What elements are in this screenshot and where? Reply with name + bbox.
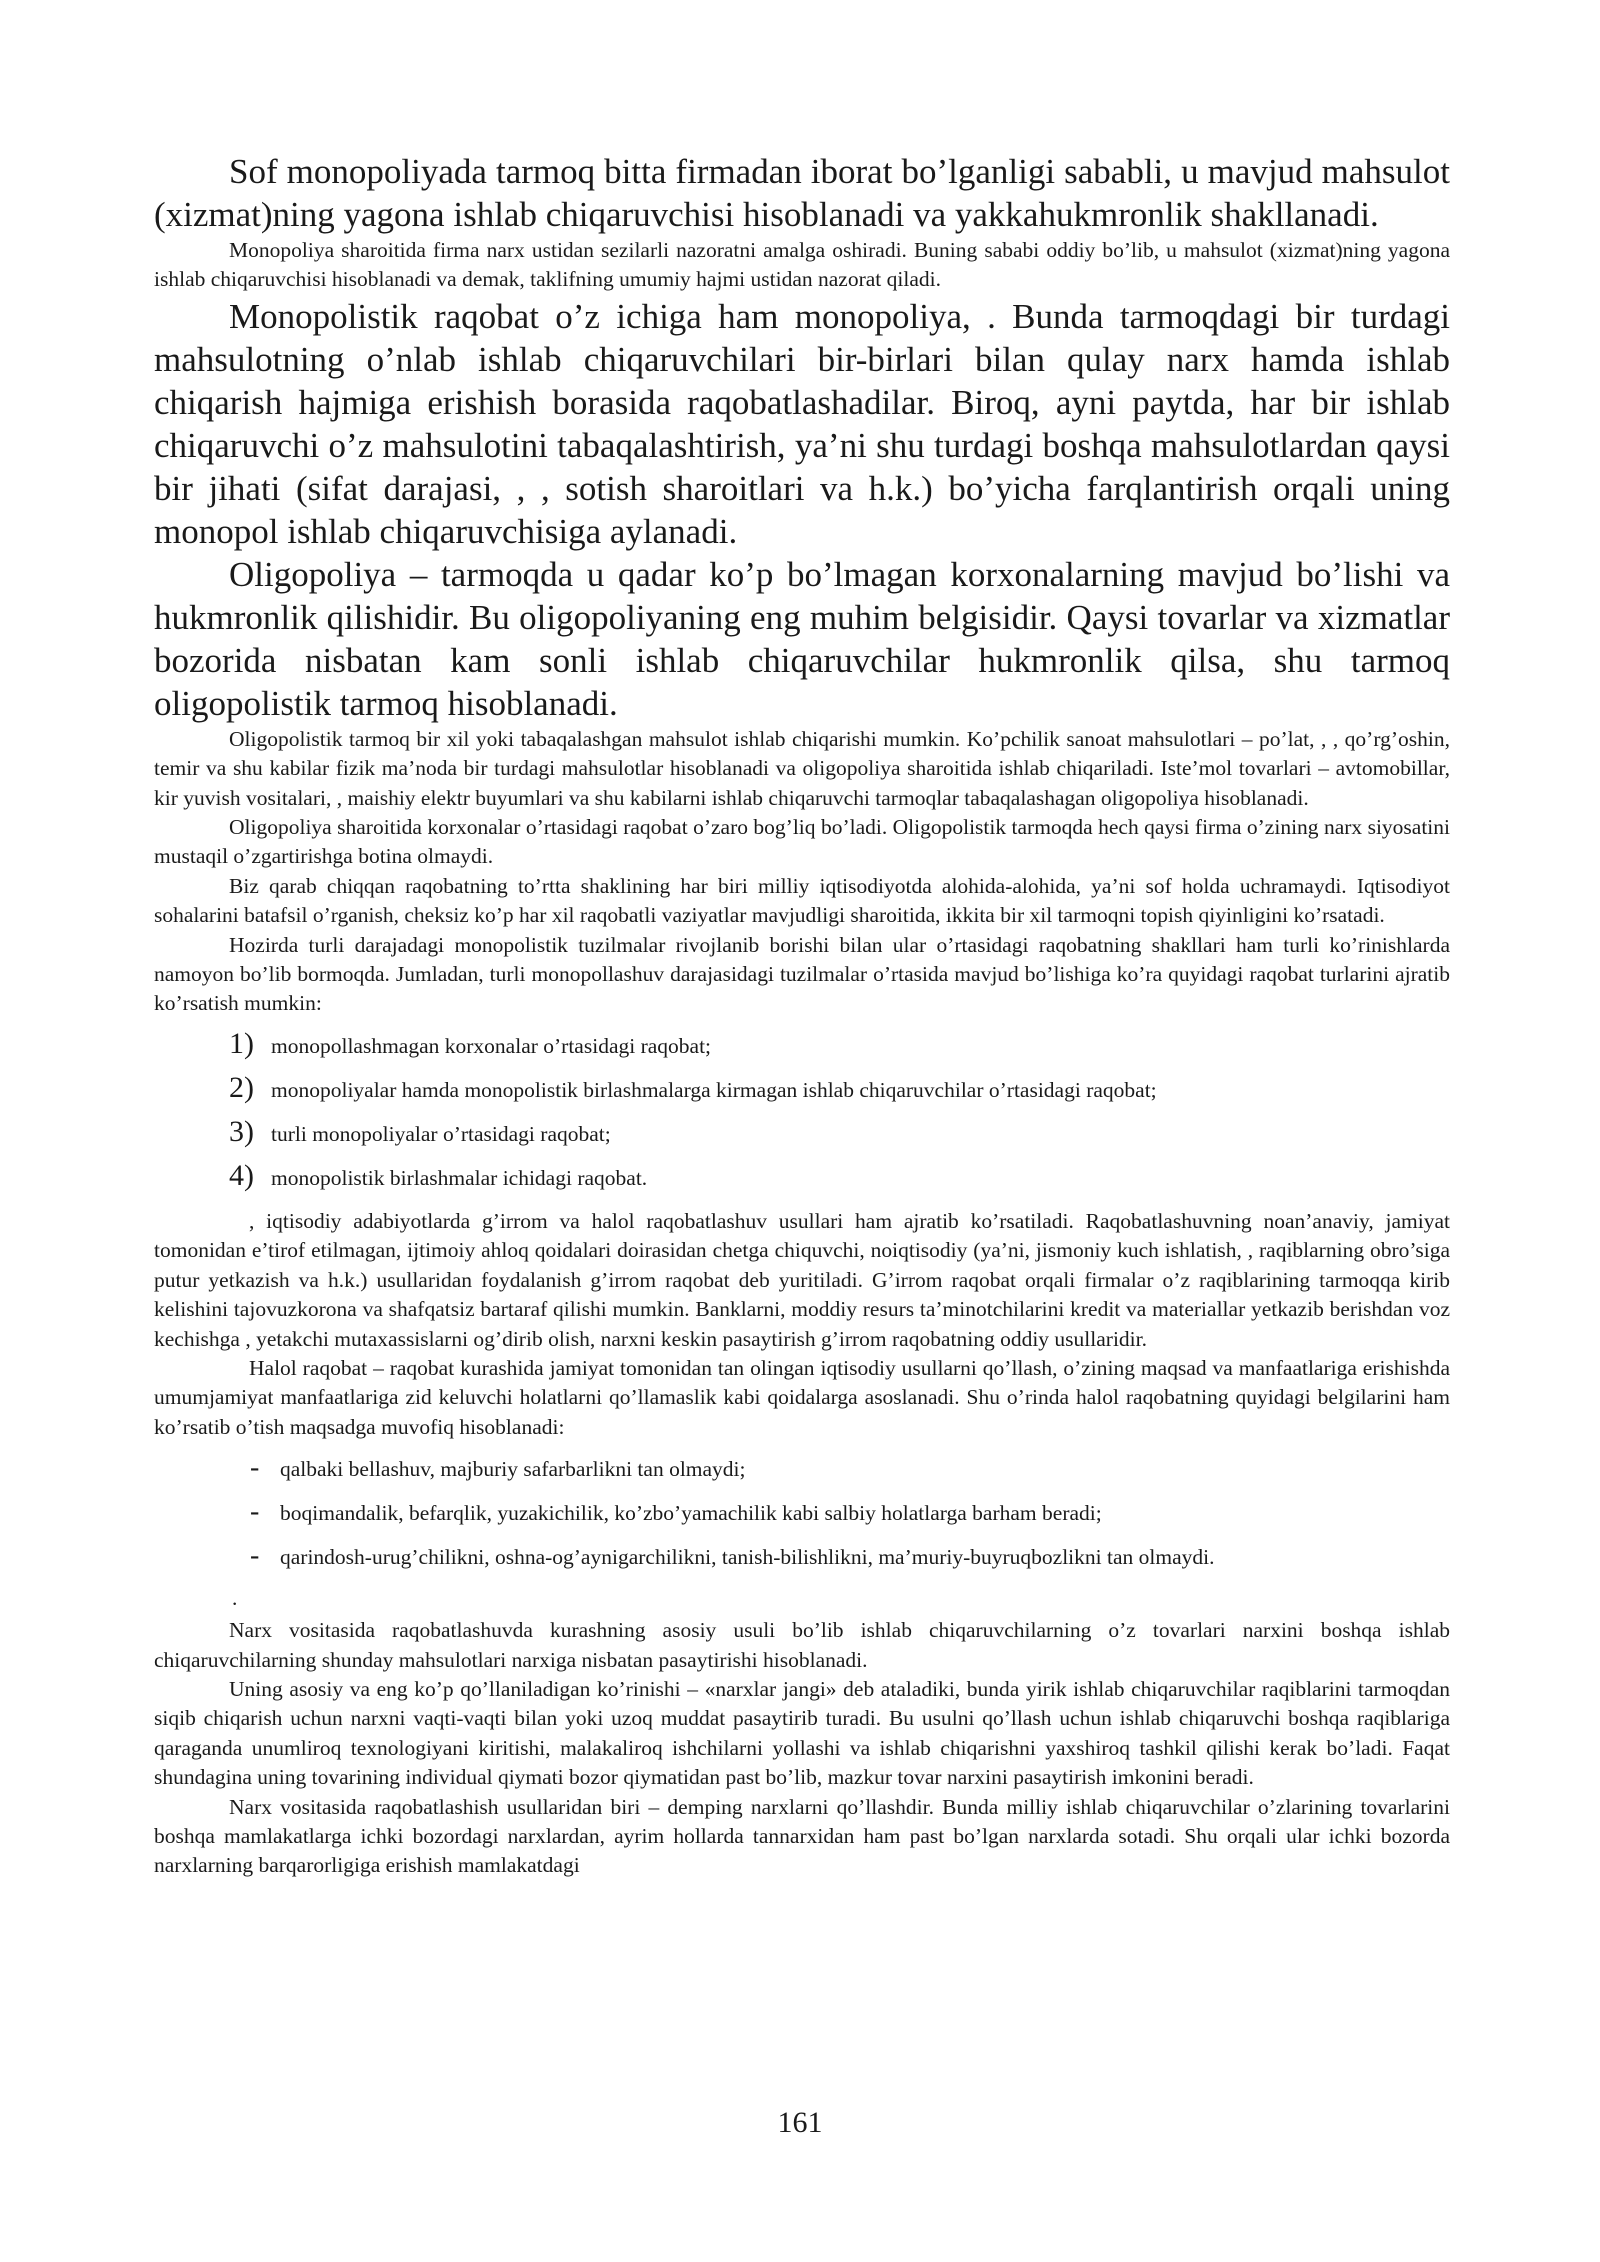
- list-item-text: monopolistik birlashmalar ichidagi raqobat.: [271, 1165, 648, 1190]
- list-item-text: monopoliyalar hamda monopolistik birlashmalarga kirmagan ishlab chiqaruvchilar o’rtasidagi raqobat;: [271, 1077, 1157, 1102]
- list-item-number: 1): [229, 1026, 254, 1060]
- list-item-number: 3): [229, 1114, 254, 1148]
- list-item-text: qalbaki bellashuv, majburiy safarbarlikni tan olmaydi;: [280, 1457, 746, 1482]
- list-item: [229, 1115, 1450, 1159]
- list-item: [229, 1071, 1450, 1115]
- paragraph-dumping: Narx vositasida raqobatlashish usullaridan biri – demping narxlarni qo’llashdir. Bunda milliy ishlab chiqaruvchilar o’zlarining tovarlarini boshqa mamlakatlarga ichki bozordagi narxlardan, ayrim hollarda tannarxidan ham past bo’lgan narxlarda sotadi. Shu orqali ular ichki bozorda narxlarning barqarorligiga erishish mamlakatdagi: [154, 1794, 1450, 1878]
- stray-period: .: [232, 1586, 238, 1611]
- list-item-number: 2): [229, 1070, 254, 1104]
- page-number: 161: [777, 2106, 823, 2139]
- fair-competition-signs-list: [154, 1452, 1450, 1584]
- paragraph-monopoly-control: Monopoliya sharoitida firma narx ustidan sezilarli nazoratni amalga oshiradi. Buning sababi oddiy bo’lib, u mahsulot (xizmat)ning yagona ishlab chiqaruvchisi hisoblanadi va demak, taklifning umumiy hajmi ustidan nazorat qiladi.: [154, 238, 1450, 292]
- list-item-text: monopollashmagan korxonalar o’rtasidagi raqobat;: [271, 1033, 712, 1058]
- list-item-text: qarindosh-urug’chilikni, oshna-og’aynigarchilikni, tanish-bilishlikni, ma’muriy-buyruqbozlikni tan olmaydi.: [280, 1545, 1215, 1570]
- dash-bullet: -: [250, 1452, 260, 1484]
- paragraph-oligopolistic-industry: Oligopolistik tarmoq bir xil yoki tabaqalashgan mahsulot ishlab chiqarishi mumkin. Ko’pchilik sanoat mahsulotlari – po’lat, , , qo’rg’oshin, temir va shu kabilar fizik ma’noda bir turdagi mahsulotlar hisoblanadi va oligopoliya sharoitida ishlab chiqariladi. Iste’mol tovarlari – avtomobillar, kir yuvish vositalari, , maishiy elektr buyumlari va shu kabilarni ishlab chiqaruvchi tarmoqlar tabaqalashagan oligopoliya hisoblanadi.: [154, 726, 1450, 810]
- paragraph-price-competition: Narx vositasida raqobatlashuvda kurashning asosiy usuli bo’lib ishlab chiqaruvchilarning o’z tovarlari narxini boshqa ishlab chiqaruvchilarning shunday mahsulotlari narxiga nisbatan pasaytirishi hisoblanadi.: [154, 1618, 1450, 1672]
- paragraph-oligopoly: Oligopoliya – tarmoqda u qadar ko’p bo’lmagan korxonalarning mavjud bo’lishi va hukmronlik qilishidir. Bu oligopoliyaning eng muhim belgisidir. Qaysi tovarlar va xizmatlar bozorida nisbatan kam sonli ishlab chiqaruvchilar hukmronlik qilsa, shu tarmoq oligopolistik tarmoq hisoblanadi.: [154, 554, 1450, 723]
- paragraph-competition-types-intro: Hozirda turli darajadagi monopolistik tuzilmalar rivojlanib borishi bilan ular o’rtasidagi raqobatning shakllari ham turli ko’rinishlarda namoyon bo’lib bormoqda. Jumladan, turli monopollashuv darajasidagi tuzilmalar o’rtasida mavjud bo’lishiga ko’ra quyidagi raqobat turlarini ajratib ko’rsatish mumkin:: [154, 932, 1450, 1016]
- list-item: [250, 1452, 1450, 1496]
- list-item-text: boqimandalik, befarqlik, yuzakichilik, ko’zbo’yamachilik kabi salbiy holatlarga barham beradi;: [280, 1501, 1102, 1526]
- paragraph-four-forms: Biz qarab chiqqan raqobatning to’rtta shaklining har biri milliy iqtisodiyotda alohida-alohida, ya’ni sof holda uchramaydi. Iqtisodiyot sohalarini batafsil o’rganish, cheksiz ko’p har xil raqobatli vaziyatlar mavjudligi sharoitida, ikkita bir xil tarmoqni topish qiyinligini ko’rsatadi.: [154, 873, 1450, 928]
- list-item-text: turli monopoliyalar o’rtasidagi raqobat;: [271, 1121, 611, 1146]
- dash-bullet: -: [250, 1540, 260, 1572]
- list-item: [250, 1540, 1450, 1584]
- page-body: [154, 150, 1450, 1881]
- list-item: [229, 1027, 1450, 1071]
- paragraph-unfair-competition: , iqtisodiy adabiyotlarda g’irrom va halol raqobatlashuv usullari ham ajratib ko’rsatiladi. Raqobatlashuvning noan’anaviy, jamiyat tomonidan e’tirof etilmagan, ijtimoiy ahloq qoidalari doirasidan chetga chiquvchi, noiqtisodiy (ya’ni, jismoniy kuch ishlatish, , raqiblarning obro’siga putur yetkazish va h.k.) usullaridan foydalanish g’irrom raqobat deb yuritiladi. G’irrom raqobat orqali firmalar o’z raqiblarining tarmoqqa kirib kelishini tajovuzkorona va shafqatsiz bartaraf qilishi mumkin. Banklarni, moddiy resurs ta’minotchilarini kredit va materiallar yetkazib berishdan voz kechishga , yetakchi mutaxassislarni og’dirib olish, narxni keskin pasaytirish g’irrom raqobatning oddiy usullaridir.: [154, 1208, 1450, 1351]
- paragraph-fair-competition: Halol raqobat – raqobat kurashida jamiyat tomonidan tan olingan iqtisodiy usullarni qo’llash, o’zining maqsad va manfaatlariga erishishda umumjamiyat manfaatlariga zid keluvchi holatlarni qo’llamaslik kabi qoidalarga asoslanadi. Shu o’rinda halol raqobatning quyidagi belgilarini ham ko’rsatib o’tish maqsadga muvofiq hisoblanadi:: [154, 1355, 1450, 1439]
- list-item-number: 4): [229, 1158, 254, 1192]
- list-item: [250, 1496, 1450, 1540]
- dash-bullet: -: [250, 1496, 260, 1528]
- paragraph-price-war: Uning asosiy va eng ko’p qo’llaniladigan ko’rinishi – «narxlar jangi» deb ataladiki, bunda yirik ishlab chiqaruvchilar raqiblarini tarmoqdan siqib chiqarish uchun narxni vaqti-vaqti bilan yoki uzoq muddat pasaytirib turadi. Bu usulni qo’llash uchun ishlab chiqaruvchi boshqa raqiblariga qaraganda unumliroq texnologiyani kiritishi, malakaliroq ishchilarni yollashi va ishlab chiqarishni yaxshiroq tashkil qilishi kerak bo’ladi. Faqat shundagina uning tovarining individual qiymati bozor qiymatidan past bo’lib, mazkur tovar narxini pasaytirish imkonini beradi.: [154, 1676, 1450, 1790]
- list-item: [229, 1159, 1450, 1203]
- paragraph-monopolistic-competition: Monopolistik raqobat o’z ichiga ham monopoliya, . Bunda tarmoqdagi bir turdagi mahsulotning o’nlab ishlab chiqaruvchilari bir-birlari bilan qulay narx hamda ishlab chiqarish hajmiga erishish borasida raqobatlashadilar. Biroq, ayni paytda, har bir ishlab chiqaruvchi o’z mahsulotini tabaqalashtirish, ya’ni shu turdagi boshqa mahsulotlardan qaysi bir jihati (sifat darajasi, , , sotish sharoitlari va h.k.) bo’yicha farqlantirish orqali uning monopol ishlab chiqaruvchisiga aylanadi.: [154, 296, 1450, 551]
- paragraph-oligopoly-interdependence: Oligopoliya sharoitida korxonalar o’rtasidagi raqobat o’zaro bog’liq bo’ladi. Oligopolistik tarmoqda hech qaysi firma o’zining narx siyosatini mustaqil o’zgartirishga botina olmaydi.: [154, 815, 1450, 869]
- competition-types-list: [154, 1027, 1450, 1203]
- paragraph-pure-monopoly: Sof monopoliyada tarmoq bitta firmadan iborat bo’lganligi sababli, u mavjud mahsulot (xizmat)ning yagona ishlab chiqaruvchisi hisoblanadi va yakkahukmronlik shakllanadi.: [154, 152, 1450, 234]
